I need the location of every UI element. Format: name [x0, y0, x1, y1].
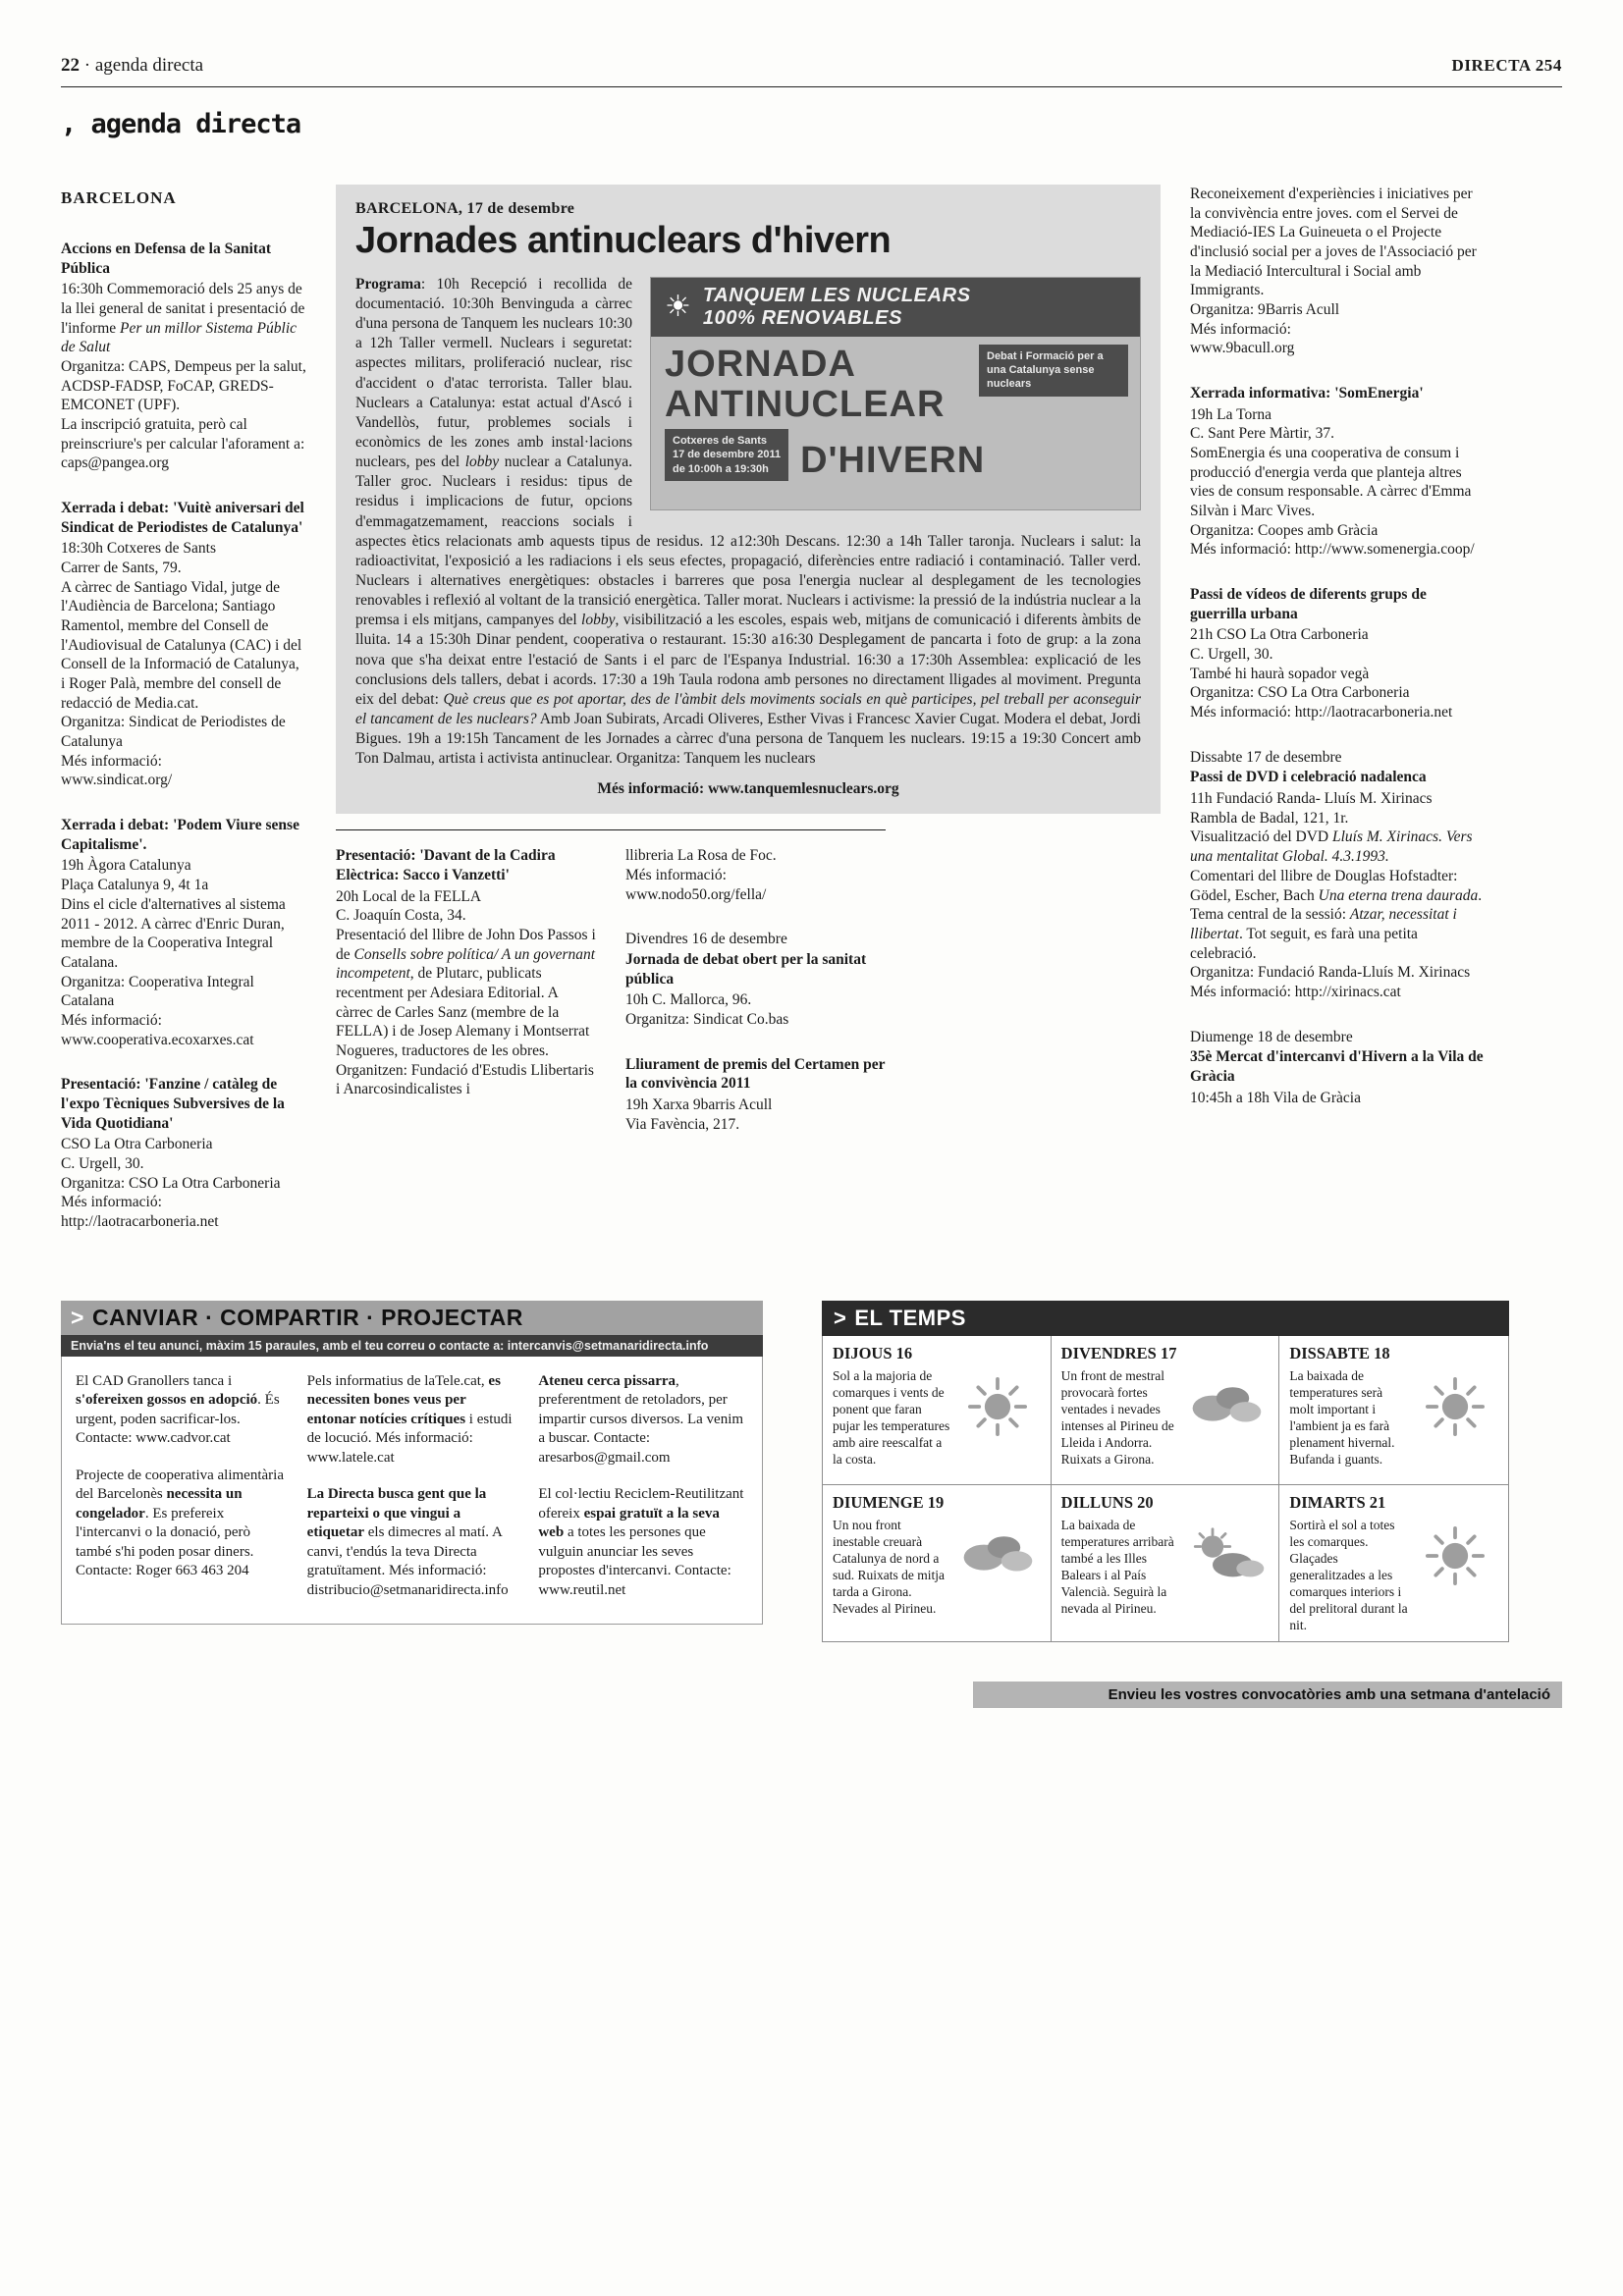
poster-venue: Cotxeres de Sants: [673, 434, 767, 447]
sub-column-right: [625, 846, 886, 1159]
text-line: www.sindicat.org/: [61, 772, 173, 789]
agenda-item-body: [61, 280, 306, 473]
weather-day-label: DIJOUS 16: [833, 1343, 913, 1362]
agenda-item: [625, 846, 886, 904]
agenda-item-title: Accions en Defensa de la Sanitat Pública: [61, 240, 271, 277]
text-line: Més informació: http://xirinacs.cat: [1190, 983, 1401, 1000]
text-line: Més informació: http://laotracarboneria.net: [1190, 704, 1453, 721]
antinuclear-poster-image: [650, 277, 1141, 510]
city-header: BARCELONA: [61, 188, 177, 207]
classifieds-column-3: [538, 1372, 748, 1619]
agenda-item-body: [625, 846, 886, 904]
text-line: A càrrec de Santiago Vidal, jutge de l'Audiència de Barcelona; Santiago Ramentol, membre del Consell de l'Audiovisual de Catalunya (CAC) i del Consell de la Informació de Catalunya, i Roger Palà, membre del consell de redacció de Media.cat.: [61, 578, 302, 712]
text-line: 16:30h Commemoració dels 25 anys de la llei general de sanitat i presentació de l'informe Per un millor Sistema Públic de Salut: [61, 281, 305, 356]
weather-forecast-text: La baixada de temperatures serà molt important i l'ambient ja es farà plenament hivernal. Bufanda i guants.: [1289, 1367, 1395, 1467]
agenda-item: [1190, 384, 1485, 560]
agenda-item: [61, 1075, 306, 1231]
classifieds-header: [61, 1301, 763, 1335]
event-list: [61, 240, 306, 1232]
classifieds-subheader: Envia'ns el teu anunci, màxim 15 paraules, amb el teu correu o contacte a: intercanvis@setmanaridirecta.info: [61, 1335, 763, 1357]
classifieds-box: [61, 1301, 763, 1626]
text-line: Més informació:: [1190, 320, 1291, 338]
text-line: També hi haurà sopador vegà: [1190, 665, 1370, 682]
section-title: , agenda directa: [61, 109, 301, 139]
poster-banner: [651, 278, 1140, 337]
weather-cell-body: [833, 1517, 1041, 1617]
classified-ad: El CAD Granollers tanca i s'ofereixen gossos en adopció. És urgent, poden sacrificar-los. Contacte: www.cadvor.cat: [76, 1372, 280, 1447]
bottom-strip: [61, 1301, 1562, 1642]
poster-tagline: Debat i Formació per a una Catalunya sense nuclears: [979, 345, 1128, 397]
agenda-item-body: [625, 1095, 886, 1134]
agenda-item-body: [1190, 1089, 1485, 1108]
classified-ad: La Directa busca gent que la reparteixi o que vingui a etiquetar els dimecres al matí. A canvi, t'endús la teva Directa gratuïtament. Més informació: distribucio@setmanaridirecta.info: [306, 1486, 509, 1598]
text-line: Via Favència, 217.: [625, 1115, 740, 1133]
text-line: Presentació del llibre de John Dos Passos i de Consells sobre política/ A un governant incompetent, de Plutarc, publicats recentment per Adesiara Editorial. A càrrec de Carles Sanz (membre de la FELLA) i de Josep Alemany i Montserrat Nogueres, traductores de les obres.: [336, 927, 596, 1060]
agenda-item: [336, 846, 596, 1099]
sun-logo-icon: ☀: [665, 290, 691, 323]
text-line: 19h La Torna: [1190, 405, 1271, 423]
text-line: llibreria La Rosa de Foc.: [625, 847, 777, 865]
poster-venue-chip: [665, 429, 788, 481]
agenda-item-body: [61, 856, 306, 1049]
classifieds-title: CANVIAR · COMPARTIR · PROJECTAR: [91, 1304, 523, 1330]
classified-ad: Pels informatius de laTele.cat, es necessiten bones veus per entonar notícies crítiques i estudi de locució. Més informació: www.latele.cat: [306, 1372, 513, 1466]
weather-forecast-text: Un front de mestral provocarà fortes ventades i nevades intenses al Pirineu de Lleida i Andorra. Ruixats a Girona.: [1060, 1367, 1174, 1467]
weather-cell-body: [1289, 1517, 1498, 1633]
agenda-item-title: Xerrada informativa: 'SomEnergia': [1190, 385, 1424, 402]
feature-kicker: BARCELONA, 17 de desembre: [355, 200, 575, 217]
weather-cell-body: [1289, 1367, 1498, 1468]
agenda-item-title: Passi de vídeos de diferents grups de guerrilla urbana: [1190, 586, 1427, 622]
text-line: Organitza: CSO La Otra Carboneria: [61, 1174, 281, 1192]
text-line: Rambla de Badal, 121, 1r.: [1190, 809, 1349, 827]
agenda-item: [1190, 585, 1485, 722]
agenda-main: [61, 185, 1562, 1257]
classifieds-column-2: [307, 1372, 517, 1619]
weather-box: [822, 1301, 1509, 1642]
weather-cell: [1052, 1336, 1280, 1485]
weather-cell: [1279, 1485, 1508, 1641]
column-left: [61, 185, 306, 1257]
classifieds-body: [61, 1357, 763, 1626]
weather-cell-body: [833, 1367, 1041, 1468]
weather-title: EL TEMPS: [854, 1305, 966, 1330]
weather-icon-slot: [955, 1367, 1041, 1468]
poster-time: de 10:00h a 19:30h: [673, 462, 769, 475]
agenda-item: [61, 499, 306, 790]
text-line: CSO La Otra Carboneria: [61, 1136, 213, 1153]
agenda-item-body: [625, 990, 886, 1029]
feature-box: [336, 185, 1161, 814]
weather-grid: [822, 1336, 1509, 1642]
weather-cell-body: [1061, 1517, 1270, 1617]
weather-day-label: DISSABTE 18: [1289, 1343, 1390, 1362]
text-line: Organitza: Fundació Randa-Lluís M. Xirinacs: [1190, 964, 1471, 982]
text-line: Més informació:: [625, 867, 727, 884]
agenda-item-body: [61, 1135, 306, 1231]
text-line: Organitza: Sindicat de Periodistes de Catalunya: [61, 714, 286, 751]
agenda-item-date: Dissabte 17 de desembre: [1190, 748, 1342, 766]
agenda-item: [1190, 1028, 1485, 1108]
text-line: 11h Fundació Randa- Lluís M. Xirinacs: [1190, 790, 1433, 808]
agenda-item-body: [336, 887, 596, 1099]
feature-program-text: Programa: 10h Recepció i recollida de documentació. 10:30h Benvinguda a càrrec d'una persona de Tanquem les nuclears 10:30 a 12h Taller vermell. Nuclears i seguretat: aspectes militars, proliferació nuclear, risc d'accident o d'atac terrorista. Taller blau. Nuclears a Catalunya: estat actual d'Ascó i Vandellòs, futur, problemes socials i econòmics de les zones amb instal·lacions nuclears, pes del lobby nuclear a Catalunya. Taller groc. Nuclears i residus: tipus de residus i implicacions de futur, opcions d'emmagatzemament, reaccions socials i aspectes ètics relacionats amb aquests tipus de residus. 12 a12:30h Descans. 12:30 a 14h Taller taronja. Nuclears i salut: la radioactivitat, l'exposició a les radiacions i els seus efectes, propagació, diferències entre radiació i contaminació. Taller verd. Nuclears i alternatives energètiques: obstacles i barreres que posa l'energia nuclear al desplegament de les tecnologies renovables i reflexió al voltant de la transició energètica. Taller morat. Nuclears i activisme: la pressió de la indústria nuclear a la premsa i els mitjans, campanyes del lobby, visibilització a les escoles, espais web, mitjans de comunicació i diferents àmbits de lluita. 14 a 15:30h Dinar pendent, cooperativa o restaurant. 15:30 a16:30 Desplegament de pancarta i foto de grup: a la zona nova que s'ha deixat entre l'estació de Sants i el parc de l'Espanya Industrial. 16:30 a 17:30h Assemblea: explicació de les conclusions dels tallers, debat i acords. 17:30 a 19h Taula rodona amb persones no directament lligades al moviment. Pregunta eix del debat: Què creus que es pot aportar, des de l'àmbit dels moviments socials en què participes, pel treball per aconseguir el tancament de les nuclears? Amb Joan Subirats, Arcadi Oliveres, Esther Vivas i Francesc Xavier Cugat. Modera el debat, Jordi Bigues. 19h a 19:15h Tancament de les Jornades a càrrec d'una persona de Tanquem les nuclears. 19:15 a 19:30 Concert amb Ton Dalmau, artista i activista antinuclear. Organitza: Tanquem les nuclears: [355, 275, 1141, 768]
agenda-item: [625, 1055, 886, 1135]
text-line: Organitza: Coopes amb Gràcia: [1190, 521, 1379, 539]
weather-forecast-text: La baixada de temperatures arribarà també a les Illes Balears i al País Valencià. Seguirà la nevada al Pirineu.: [1060, 1517, 1174, 1616]
text-line: C. Sant Pere Màrtir, 37.: [1190, 425, 1335, 443]
text-line: 19h Àgora Catalunya: [61, 857, 191, 875]
text-line: Organitza: CAPS, Dempeus per la salut, ACDSP-FADSP, FoCAP, GREDS-EMCONET (UPF).: [61, 358, 306, 414]
agenda-item-title: Presentació: 'Davant de la Cadira Elèctrica: Sacco i Vanzetti': [336, 847, 556, 884]
weather-cell: [1052, 1485, 1280, 1641]
column-center: [336, 185, 1161, 1159]
text-line: Carrer de Sants, 79.: [61, 560, 182, 577]
text-line: Organitza: CSO La Otra Carboneria: [1190, 684, 1410, 702]
text-line: 10h C. Mallorca, 96.: [625, 991, 752, 1009]
agenda-item-title: Presentació: 'Fanzine / catàleg de l'expo Tècniques Subversives de la Vida Quotidiana': [61, 1076, 285, 1132]
text-line: La inscripció gratuita, però cal preinscriure's per calcular l'aforament a:: [61, 416, 305, 453]
weather-icon-slot: [955, 1517, 1041, 1617]
arrow-icon: >: [834, 1305, 847, 1330]
masthead: [61, 0, 1562, 87]
issue-label: DIRECTA 254: [1451, 56, 1562, 75]
agenda-item: [625, 930, 886, 1029]
sun-cloud-icon: [1185, 1526, 1268, 1581]
agenda-item-body: [1190, 625, 1485, 721]
agenda-item-title: Passi de DVD i celebració nadalenca: [1190, 769, 1427, 786]
sun-icon: [964, 1377, 1031, 1436]
weather-icon-slot: [1183, 1517, 1269, 1617]
text-line: C. Joaquín Costa, 34.: [336, 907, 466, 925]
weather-header: [822, 1301, 1509, 1336]
weather-day-label: DIVENDRES 17: [1060, 1343, 1177, 1362]
poster-bottom-row: [665, 429, 1126, 481]
agenda-item-title: Xerrada i debat: 'Vuitè aniversari del Sindicat de Periodistes de Catalunya': [61, 500, 304, 536]
agenda-item: [1190, 748, 1485, 1002]
weather-cell: [1279, 1336, 1508, 1485]
weather-forecast-text: Sortirà el sol a totes les comarques. Glaçades generalitzades a les comarques interiors i del prelitoral durant la nit.: [1289, 1517, 1408, 1632]
agenda-item-body: [61, 539, 306, 790]
weather-icon-slot: [1413, 1517, 1498, 1633]
agenda-item-body: [1190, 789, 1485, 1001]
arrow-icon: >: [71, 1304, 84, 1330]
poster-title-line3: D'HIVERN: [800, 439, 986, 481]
text-line: www.9bacull.org: [1190, 340, 1295, 357]
text-line: www.cooperativa.ecoxarxes.cat: [61, 1031, 254, 1048]
feature-body: [355, 275, 1141, 770]
sub-column-left: [336, 846, 596, 1159]
weather-icon-slot: [1183, 1367, 1269, 1468]
agenda-item: [61, 816, 306, 1049]
text-line: Organitza: Sindicat Co.bas: [625, 1011, 789, 1029]
weather-day-label: DIMARTS 21: [1289, 1492, 1386, 1512]
text-line: Més informació: http://laotracarboneria.net: [61, 1194, 219, 1230]
text-line: Organitza: Cooperativa Integral Catalana: [61, 973, 254, 1010]
classified-ad: Projecte de cooperativa alimentària del Barcelonès necessita un congelador. Es prefereix l'intercanvi o la donació, però també s'hi poden posar diners. Contacte: Roger 663 463 204: [76, 1467, 284, 1579]
text-line: 20h Local de la FELLA: [336, 887, 482, 905]
text-line: Més informació: http://www.somenergia.coop/: [1190, 541, 1475, 559]
sun-icon: [1422, 1377, 1488, 1436]
agenda-item-title: 35è Mercat d'intercanvi d'Hivern a la Vila de Gràcia: [1190, 1048, 1484, 1085]
text-line: 19h Xarxa 9barris Acull: [625, 1096, 773, 1114]
agenda-item-body: [1190, 185, 1485, 358]
poster-banner-line1: TANQUEM LES NUCLEARS: [702, 284, 971, 306]
weather-cell: [823, 1336, 1052, 1485]
footer-notice: Envieu les vostres convocatòries amb una setmana d'antelació: [973, 1682, 1562, 1708]
poster-main: [651, 337, 1140, 509]
text-line: SomEnergia és una cooperativa de consum i producció d'energia verda que planteja altres vies de consum responsable. A càrrec d'Emma Silvàn i Marc Vives.: [1190, 445, 1472, 520]
text-line: Més informació:: [61, 752, 162, 770]
agenda-item-date: Diumenge 18 de desembre: [1190, 1028, 1353, 1045]
text-line: caps@pangea.org: [61, 454, 169, 472]
classified-ad: Ateneu cerca pissarra, preferentment de retoladors, per impartir cursos diversos. La venim a buscar. Contacte: aresarbos@gmail.com: [538, 1372, 744, 1466]
feature-title: Jornades antinuclears d'hivern: [355, 220, 892, 261]
weather-day-label: DIUMENGE 19: [833, 1492, 945, 1512]
text-line: Organitza: 9Barris Acull: [1190, 301, 1340, 319]
poster-title-line1: JORNADA: [665, 343, 856, 385]
text-line: C. Urgell, 30.: [1190, 646, 1273, 664]
weather-cell-body: [1061, 1367, 1270, 1468]
agenda-item-title: Lliurament de premis del Certamen per la convivència 2011: [625, 1055, 886, 1093]
agenda-item: [61, 240, 306, 473]
agenda-item-title: Jornada de debat obert per la sanitat pública: [625, 951, 867, 988]
text-line: 18:30h Cotxeres de Sants: [61, 540, 216, 558]
clouds-icon: [956, 1526, 1039, 1577]
feature-more-info: Més informació: www.tanquemlesnuclears.org: [597, 780, 899, 798]
poster-date: 17 de desembre 2011: [673, 449, 782, 461]
text-line: Visualització del DVD Lluís M. Xirinacs. Vers una mentalitat Global. 4.3.1993.: [1190, 828, 1473, 866]
text-line: Reconeixement d'experiències i iniciatives per la convivència entre joves. com el Servei de Mediació-IES La Guineueta o el Projecte d'inclusió social per a joves de l'Associació per la Mediació Intercultural i Social amb Immigrants.: [1190, 186, 1477, 299]
weather-day-label: DILLUNS 20: [1060, 1492, 1154, 1512]
agenda-item-title: Xerrada i debat: 'Podem Viure sense Capitalisme'.: [61, 817, 299, 853]
text-line: C. Urgell, 30.: [61, 1154, 144, 1172]
poster-banner-text: [703, 285, 971, 330]
sun-icon: [1422, 1526, 1488, 1585]
weather-forecast-text: Sol a la majoria de comarques i vents de ponent que faran pujar les temperatures amb aire reescalfat a la costa.: [833, 1367, 950, 1467]
text-line: www.nodo50.org/fella/: [625, 885, 767, 903]
text-line: Plaça Catalunya 9, 4t 1a: [61, 877, 209, 894]
clouds-icon: [1185, 1377, 1268, 1428]
text-line: Organitzen: Fundació d'Estudis Llibertaris i Anarcosindicalistes i: [336, 1061, 594, 1098]
column-right: [1190, 185, 1485, 1133]
agenda-item-body: [1190, 405, 1485, 560]
page-number-label: 22 · agenda directa: [61, 55, 204, 76]
sub-columns: [336, 829, 886, 1159]
poster-banner-line2: 100% RENOVABLES: [702, 306, 903, 329]
classified-ad: El col·lectiu Reciclem-Reutilitzant ofereix espai gratuït a la seva web a totes les persones que vulguin anunciar les seves propostes d'intercanvi. Contacte: www.reutil.net: [538, 1486, 744, 1598]
classifieds-column-1: [76, 1372, 286, 1619]
weather-icon-slot: [1413, 1367, 1498, 1468]
text-line: 10:45h a 18h Vila de Gràcia: [1190, 1089, 1361, 1106]
weather-cell: [823, 1485, 1052, 1641]
text-line: Dins el cicle d'alternatives al sistema 2011 - 2012. A càrrec d'Enric Duran, membre de la Cooperativa Integral Catalana.: [61, 895, 286, 971]
agenda-item-date: Divendres 16 de desembre: [625, 931, 787, 948]
text-line: Més informació:: [61, 1011, 162, 1029]
text-line: Comentari del llibre de Douglas Hofstadter: Gödel, Escher, Bach Una eterna trena daurada. Tema central de la sessió: Atzar, necessitat i llibertat. Tot seguit, es farà una petita celebració.: [1190, 867, 1483, 962]
text-line: 21h CSO La Otra Carboneria: [1190, 626, 1369, 644]
poster-title-line2: ANTINUCLEAR: [665, 383, 946, 425]
weather-forecast-text: Un nou front inestable creuarà Catalunya de nord a sud. Ruixats de mitja tarda a Girona. Nevades al Pirineu.: [833, 1517, 945, 1616]
agenda-item: [1190, 185, 1485, 358]
